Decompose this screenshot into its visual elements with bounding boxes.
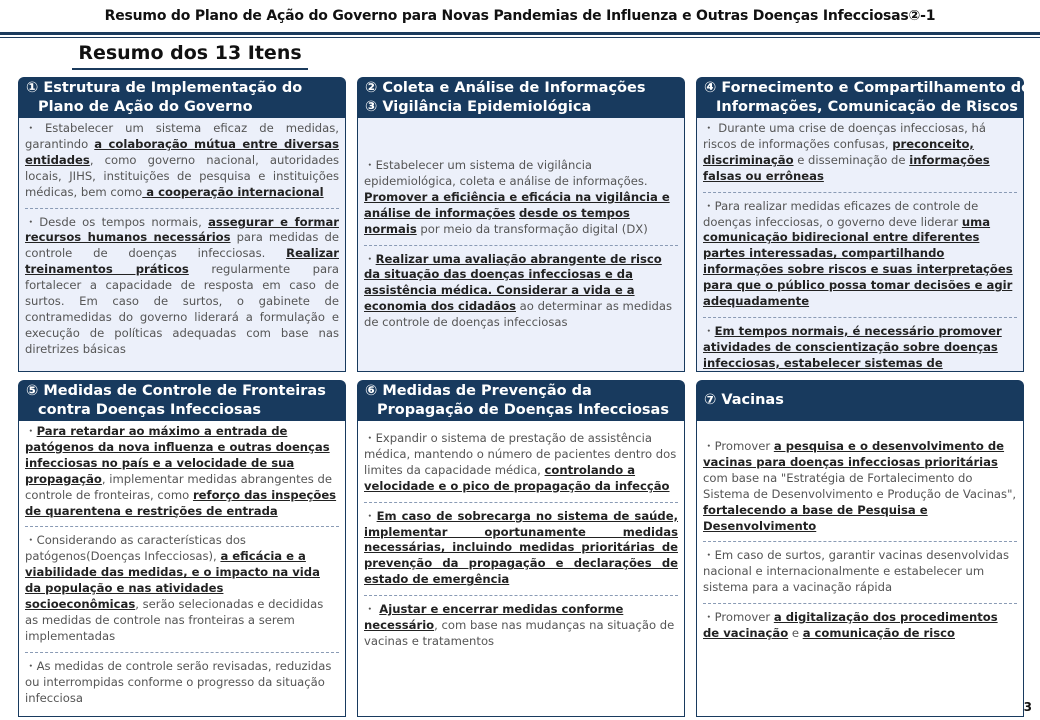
divider: [703, 541, 1017, 542]
divider: [25, 208, 339, 209]
card-spread-prevention: [357, 380, 685, 717]
card-body: [696, 421, 1024, 717]
header-rule-thick: [0, 32, 1040, 35]
header-rule-thin: [0, 37, 1040, 38]
card-header: [696, 380, 1024, 421]
document-title: Resumo do Plano de Ação do Governo para Novas Pandemias de Influenza e Outras Doenças Infecciosas②-1: [104, 8, 936, 24]
divider: [703, 317, 1017, 318]
divider: [364, 595, 678, 596]
bullet-vaccine-research: ・Promover a pesquisa e o desenvolvimento de vacinas para doenças infecciosas prioritárias com base na "Estratégia de Fortalecimento do Sistema de Desenvolvimento e Produção de Vacinas", fortalecendo a base de Pesquisa e Desenvolvimento: [703, 439, 1017, 533]
card-vaccines: [696, 380, 1024, 717]
card-heading-line-2: ③ Vigilância Epidemiológica: [365, 98, 592, 115]
card-heading-line-2: Propagação de Doenças Infecciosas: [377, 401, 669, 418]
bullet-misinformation: ・ Durante uma crise de doenças infecciosas, há riscos de informações confusas, preconceito, discriminação e disseminação de informações falsas ou errôneas: [703, 121, 990, 183]
divider: [25, 526, 339, 527]
divider: [364, 502, 678, 503]
card-header: [18, 77, 346, 118]
card-heading-line-1: ⑥ Medidas de Prevenção da: [365, 382, 592, 399]
card-body: [18, 421, 346, 717]
card-heading-line-1: ② Coleta e Análise de Informações: [365, 79, 646, 96]
card-body: [357, 118, 685, 372]
card-border-control: [18, 380, 346, 717]
card-information-surveillance: [357, 77, 685, 372]
card-header: [18, 380, 346, 421]
bullet-digitalization: ・Promover a digitalização dos procedimentos de vacinação e a comunicação de risco: [703, 610, 998, 641]
card-body: [357, 421, 685, 717]
card-government-plan-structure: [18, 77, 346, 372]
card-heading-line-1: ⑦ Vacinas: [704, 392, 784, 408]
card-header: [357, 77, 685, 118]
card-heading-line-2: contra Doenças Infecciosas: [38, 401, 262, 418]
bullet-measure-review: ・As medidas de controle serão revisadas, reduzidas ou interrompidas conforme o progresso da situação infecciosa: [25, 658, 332, 705]
card-risk-communication: [696, 77, 1031, 372]
card-heading-line-1: ⑤ Medidas de Controle de Fronteiras: [26, 382, 326, 399]
bullet-rapid-vaccination: ・Em caso de surtos, garantir vacinas desenvolvidas nacional e internacionalmente e estabelecer um sistema para a vacinação rápida: [703, 548, 1009, 595]
bullet-collaboration: ・Estabelecer um sistema eficaz de medidas, garantindo a colaboração mútua entre diversas entidades, como governo nacional, autoridades locais, JIHS, instituições de pesquisa e instituições médicas, bem como a cooperação internacional: [25, 121, 339, 199]
bullet-human-resources: ・Desde os tempos normais, assegurar e formar recursos humanos necessários para medidas de controle de doenças infecciosas. Realizar treinamentos práticos regularmente para fortalecer a capacidade de resposta em caso de surtos. Em caso de surtos, o gabinete de contramedidas do governo liderará a formulação e execução de políticas adequadas com base nas diretrizes básicas: [25, 214, 339, 356]
divider: [703, 603, 1017, 604]
card-body: [696, 118, 1024, 372]
bullet-risk-assessment: ・Realizar uma avaliação abrangente de risco da situação das doenças infecciosas e da assistência médica. Considerar a vida e a economia dos cidadãos ao determinar as medidas de controle de doenças infecciosas: [364, 251, 673, 330]
card-heading-line-1: ④ Fornecimento e Compartilhamento de: [704, 79, 1031, 96]
card-body: [18, 118, 346, 372]
bullet-medical-capacity: ・Expandir o sistema de prestação de assistência médica, mantendo o número de pacientes dentro dos limites da capacidade médica, controlando a velocidade e o pico de propagação da infecção: [364, 431, 677, 493]
card-heading-line-2: Plano de Ação do Governo: [38, 98, 253, 115]
bullet-surveillance-system: ・Estabelecer um sistema de vigilância epidemiológica, coleta e análise de informações. Promover a eficiência e eficácia na vigilância e análise de informações desde os tempos normais por meio da transformação digital (DX): [364, 158, 670, 236]
bullet-bidirectional-communication: ・Para realizar medidas eficazes de controle de doenças infecciosas, o governo deve liderar uma comunicação bidirecional entre diferentes partes interessadas, compartilhando informações sobre riscos e suas interpretações para que o público possa tomar decisões e agir adequadamente: [703, 198, 1013, 309]
card-header: [357, 380, 685, 421]
divider: [25, 652, 339, 653]
page-number: 3: [1023, 700, 1032, 714]
divider: [364, 245, 678, 246]
bullet-health-overload: ・Em caso de sobrecarga no sistema de saúde, implementar oportunamente medidas necessárias, incluindo medidas prioritárias de prevenção da propagação e declarações de estado de emergência: [364, 508, 678, 587]
divider: [703, 192, 1017, 193]
card-heading-line-1: ① Estrutura de Implementação do: [26, 79, 303, 96]
bullet-delay-entry: ・Para retardar ao máximo a entrada de patógenos da nova influenza e outras doenças infecciosas no país e a velocidade de sua propagação, implementar medidas abrangentes de controle de fronteiras, como reforço das inspeções de quarentena e restrições de entrada: [25, 424, 337, 518]
bullet-awareness-activities: ・Em tempos normais, é necessário promover atividades de conscientização sobre doenças infecciosas, estabelecer sistemas de: [703, 323, 1002, 370]
card-header: [696, 77, 1031, 118]
card-heading-line-2: Informações, Comunicação de Riscos: [716, 98, 1018, 115]
section-title: Resumo dos 13 Itens: [72, 40, 308, 70]
bullet-measure-selection: ・Considerando as características dos patógenos(Doenças Infecciosas), a eficácia e a viabilidade das medidas, e o impacto na vida da população e nas atividades socioeconômicas, serão selecionadas e decididas as medidas de controle nas fronteiras a serem implementadas: [25, 533, 324, 643]
bullet-adjust-measures: ・ Ajustar e encerrar medidas conforme necessário, com base nas mudanças na situação de vacinas e tratamentos: [364, 602, 675, 648]
